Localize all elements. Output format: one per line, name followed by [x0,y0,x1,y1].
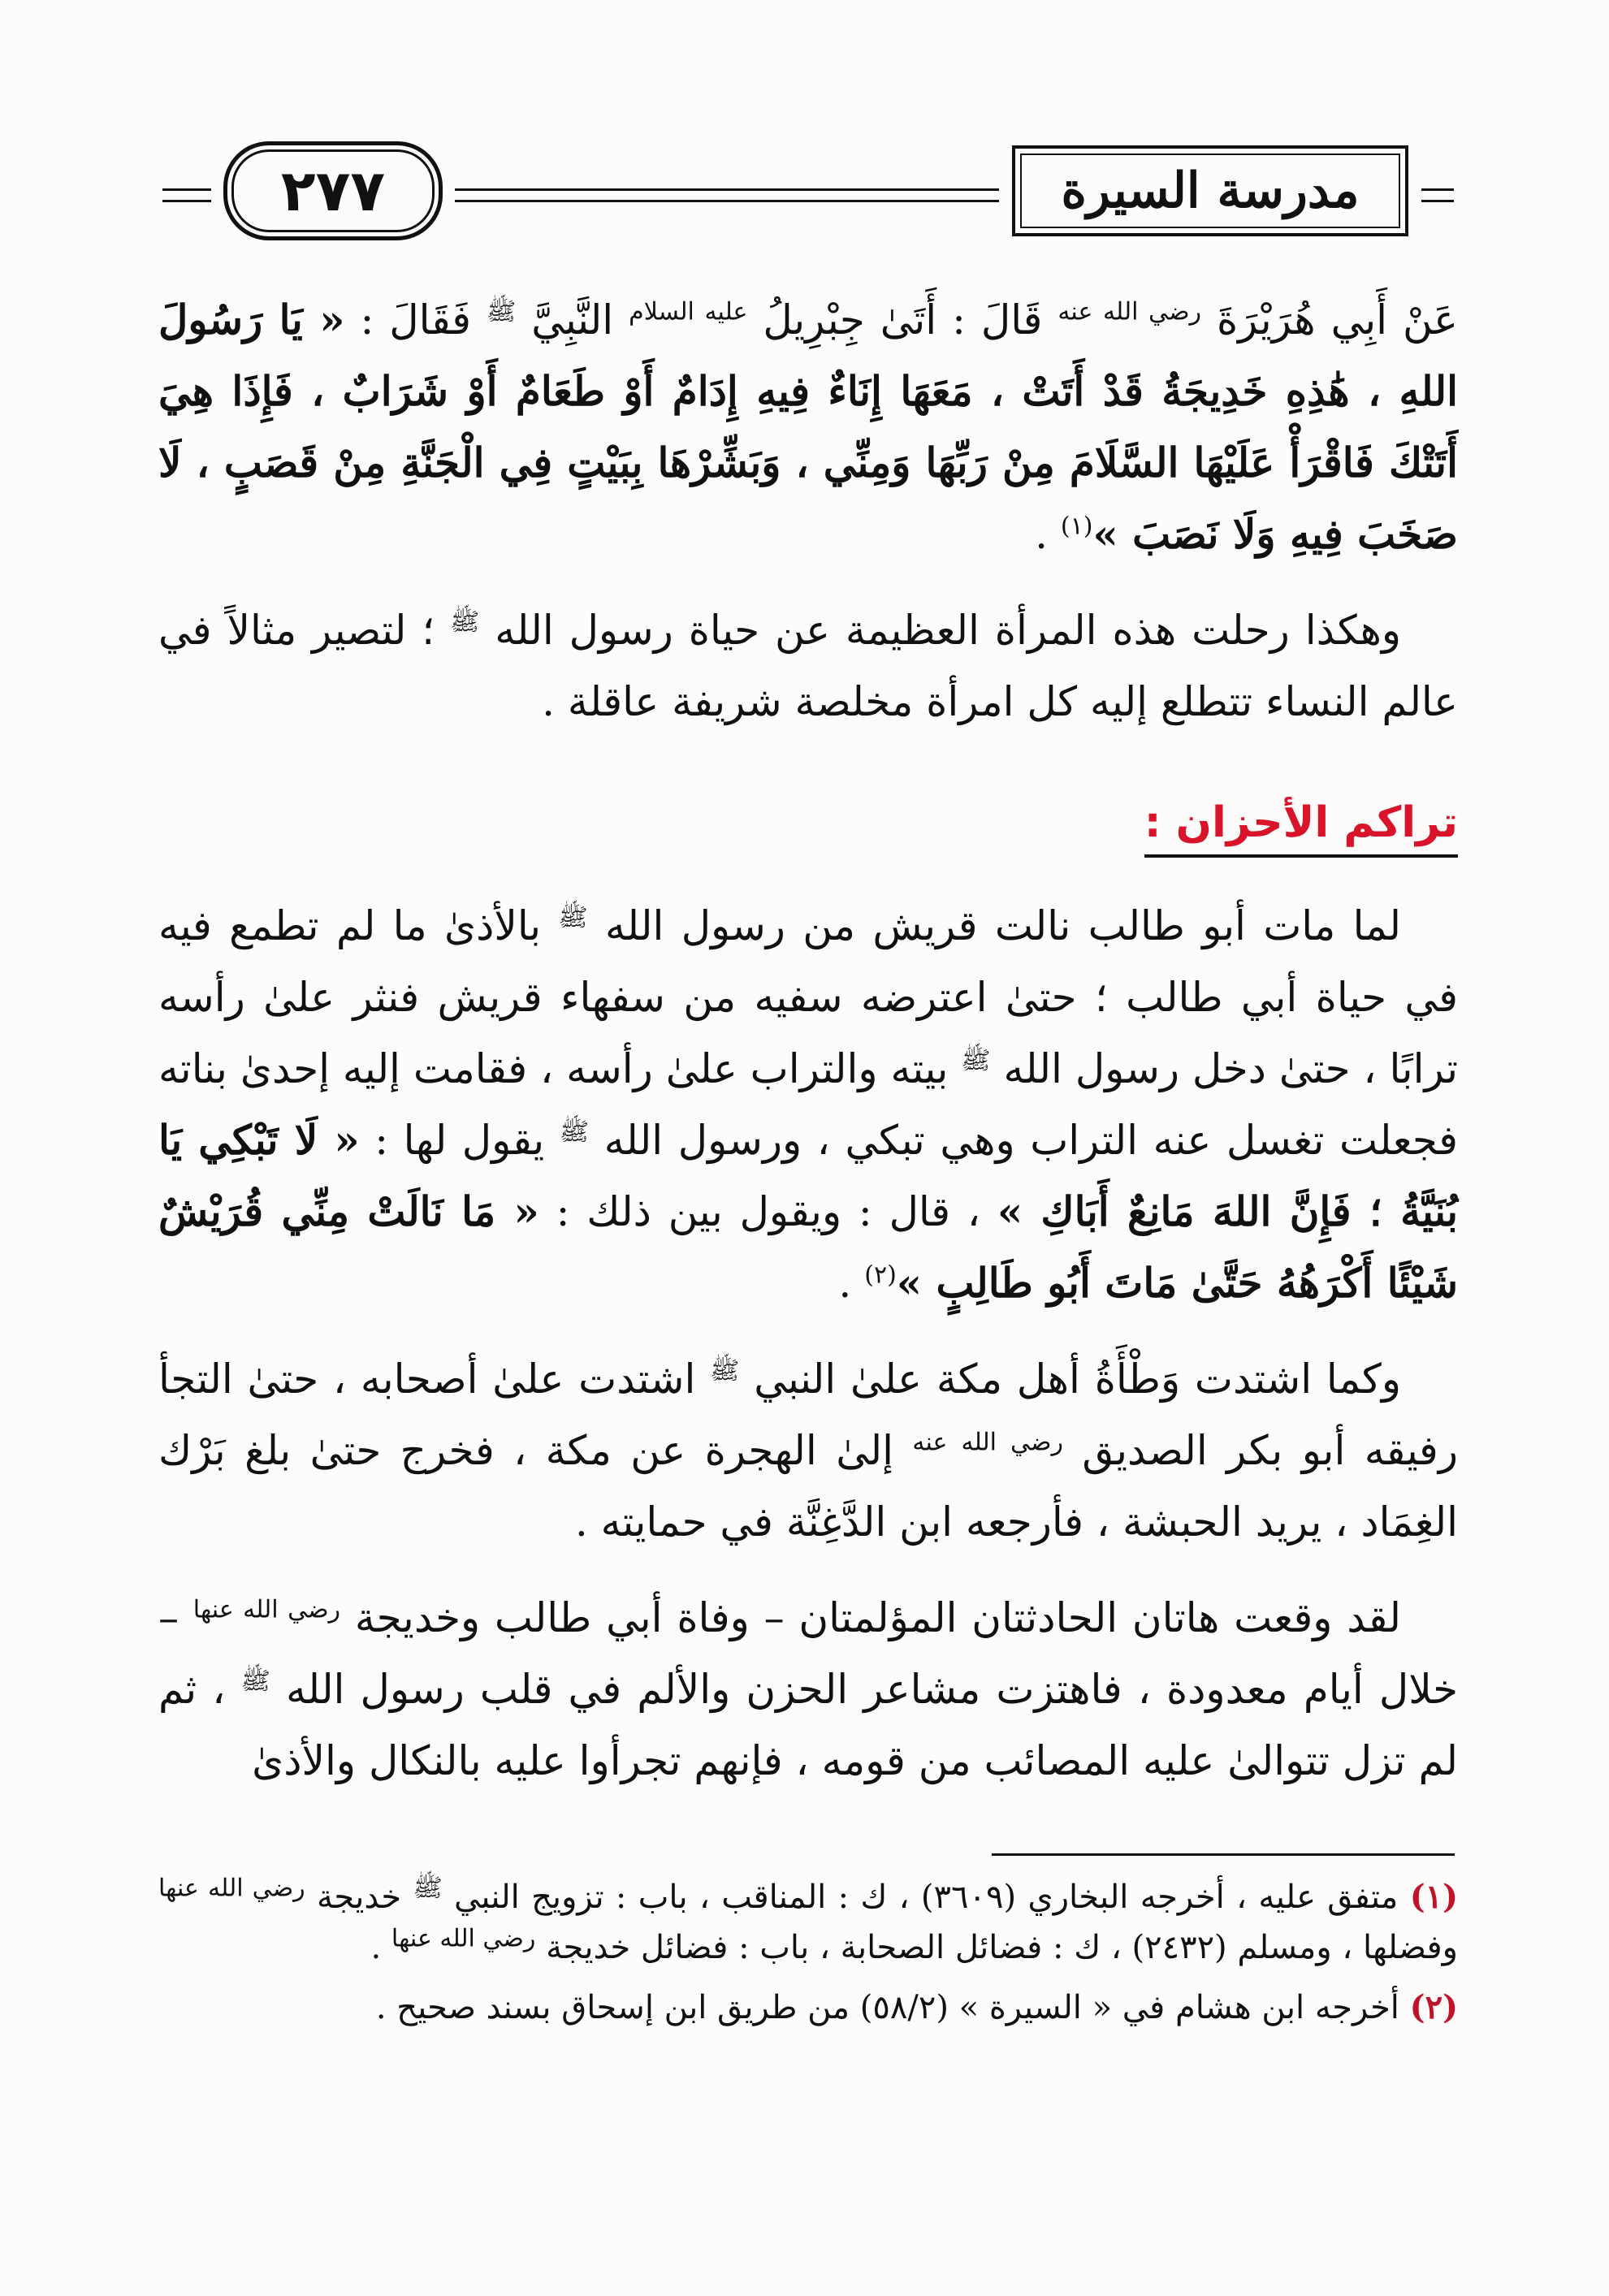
honorific: ﷺ [558,903,588,932]
honorific: رضي الله عنها [192,1595,341,1624]
text: يقول لها : [374,1117,545,1164]
page-number-frame [223,141,443,240]
text: . [838,1260,852,1307]
hadith-quote: « لَا تَبْكِي يَا بُنَيَّةُ ؛ فَإِنَّ اللهَ مَانِعٌ أَبَاكِ » [158,1116,1459,1235]
footnote-marker: (١) [1060,512,1093,541]
honorific: رضي الله عنه [1058,297,1202,326]
text: ، قال : ويقول بين ذلك : [556,1188,981,1235]
text: قَالَ : أَتَىٰ جِبْرِيلُ [763,296,1043,344]
footnote-text: أخرجه ابن هشام في « السيرة » (٥٨/٢) من طريق ابن إسحاق بسند صحيح . [375,1989,1399,2026]
text: بالأذىٰ ما لم تطمع فيه في حياة أبي طالب ؛ حتىٰ اعترضه سفيه من سفهاء قريش فنثر علىٰ رأسه ترابًا ، حتىٰ دخل رسول الله [158,902,1458,1092]
text: بيته والتراب علىٰ رأسه ، فقامت إليه إحدىٰ بناته فجعلت تغسل عنه التراب وهي تبكي ، ورسول الله [158,1045,1458,1164]
honorific: عليه السلام [629,297,748,326]
honorific: ﷺ [559,1118,590,1147]
honorific: رضي الله عنها [391,1924,536,1953]
text: وهكذا رحلت هذه المرأة العظيمة عن حياة رسول الله [495,607,1401,654]
honorific: رضي الله عنها [158,1874,305,1903]
paragraph-2 [158,595,1458,737]
paragraph-5 [158,1582,1458,1797]
honorific: ﷺ [710,1356,740,1386]
text: ؛ لتصير مثالاً في عالم النساء تتطلع إليه كل امرأة مخلصة شريفة عاقلة . [158,607,1458,725]
honorific: ﷺ [240,1667,270,1696]
text: – خلال أيام معدودة ، فاهتزت مشاعر الحزن والألم في قلب رسول الله [158,1594,1459,1713]
page-number-badge [211,138,455,244]
honorific: ﷺ [487,297,517,326]
paragraph-1 [158,284,1458,570]
footnote-text: وفضلها ، ومسلم (٢٤٣٢) ، ك : فضائل الصحابة ، باب : فضائل خديجة [546,1929,1458,1966]
running-title-frame [1012,145,1408,236]
text: لقد وقعت هاتان الحادثتان المؤلمتان – وفاة أبي طالب وخديجة [354,1594,1401,1641]
footnote-number: (٢) [1409,1988,1458,2026]
hadith-quote: « يَا رَسُولَ اللهِ ، هَٰذِهِ خَدِيجَةُ قَدْ أَتَتْ ، مَعَهَا إِنَاءٌ فِيهِ إِدَامٌ أَوْ طَعَامٌ أَوْ شَرَابٌ ، فَإِذَا هِيَ أَتَتْكَ فَاقْرَأْ عَلَيْهَا السَّلَامَ مِنْ رَبِّهَا وَمِنِّي ، وَبَشِّرْهَا بِبَيْتٍ فِي الْجَنَّةِ مِنْ قَصَبٍ ، لَا صَخَبَ فِيهِ وَلَا نَصَبَ » [158,296,1458,558]
section-heading: تراكم الأحزان : [1144,794,1458,858]
footnotes [158,1872,1458,2043]
honorific: رضي الله عنه [912,1428,1064,1457]
page-number: ٢٧٧ [280,158,386,224]
text: إلىٰ الهجرة عن مكة ، فخرج حتىٰ بلغ بَرْك الغِمَاد ، يريد الحبشة ، فأرجعه ابن الدَّغِنَّة في حمايته . [158,1427,1458,1546]
honorific: ﷺ [413,1874,443,1903]
footnote-2 [158,1983,1458,2033]
text: وكما اشتدت وَطْأَةُ أهل مكة علىٰ النبي [754,1356,1401,1403]
honorific: ﷺ [450,608,480,637]
paragraph-4 [158,1343,1458,1558]
text: فَقَالَ : [360,296,472,344]
footnote-separator [992,1853,1455,1856]
text: النَّبِيَّ [531,296,614,344]
footnote-text: متفق عليه ، أخرجه البخاري (٣٦٠٩) ، ك : المناقب ، باب : تزويج النبي [454,1879,1399,1916]
hadith-quote: « مَا نَالَتْ مِنِّي قُرَيْشٌ شَيْئًا أَكْرَهُهُ حَتَّىٰ مَاتَ أَبُو طَالِبٍ » [158,1187,1458,1307]
text: لما مات أبو طالب نالت قريش من رسول الله [604,902,1401,949]
running-title-badge [999,138,1421,244]
text: عَنْ أَبِي هُرَيْرَةَ [1216,296,1458,344]
text: . [1035,511,1048,558]
footnote-text: . [370,1929,382,1966]
footnote-marker: (٢) [864,1260,897,1290]
page-header [162,138,1454,256]
running-title: مدرسة السيرة [1061,162,1360,219]
paragraph-3 [158,890,1458,1319]
main-text [158,284,1458,1821]
text: ، ثم لم تزل تتوالىٰ عليه المصائب من قومه ، فإنهم تجرأوا عليه بالنكال والأذىٰ [158,1666,1458,1784]
honorific: ﷺ [961,1046,991,1075]
footnote-number: (١) [1409,1878,1459,1916]
footnote-text: خديجة [316,1879,402,1916]
footnote-1 [158,1872,1458,1973]
text: اشتدت علىٰ أصحابه ، حتىٰ التجأ رفيقه أبو بكر الصديق [158,1356,1458,1474]
